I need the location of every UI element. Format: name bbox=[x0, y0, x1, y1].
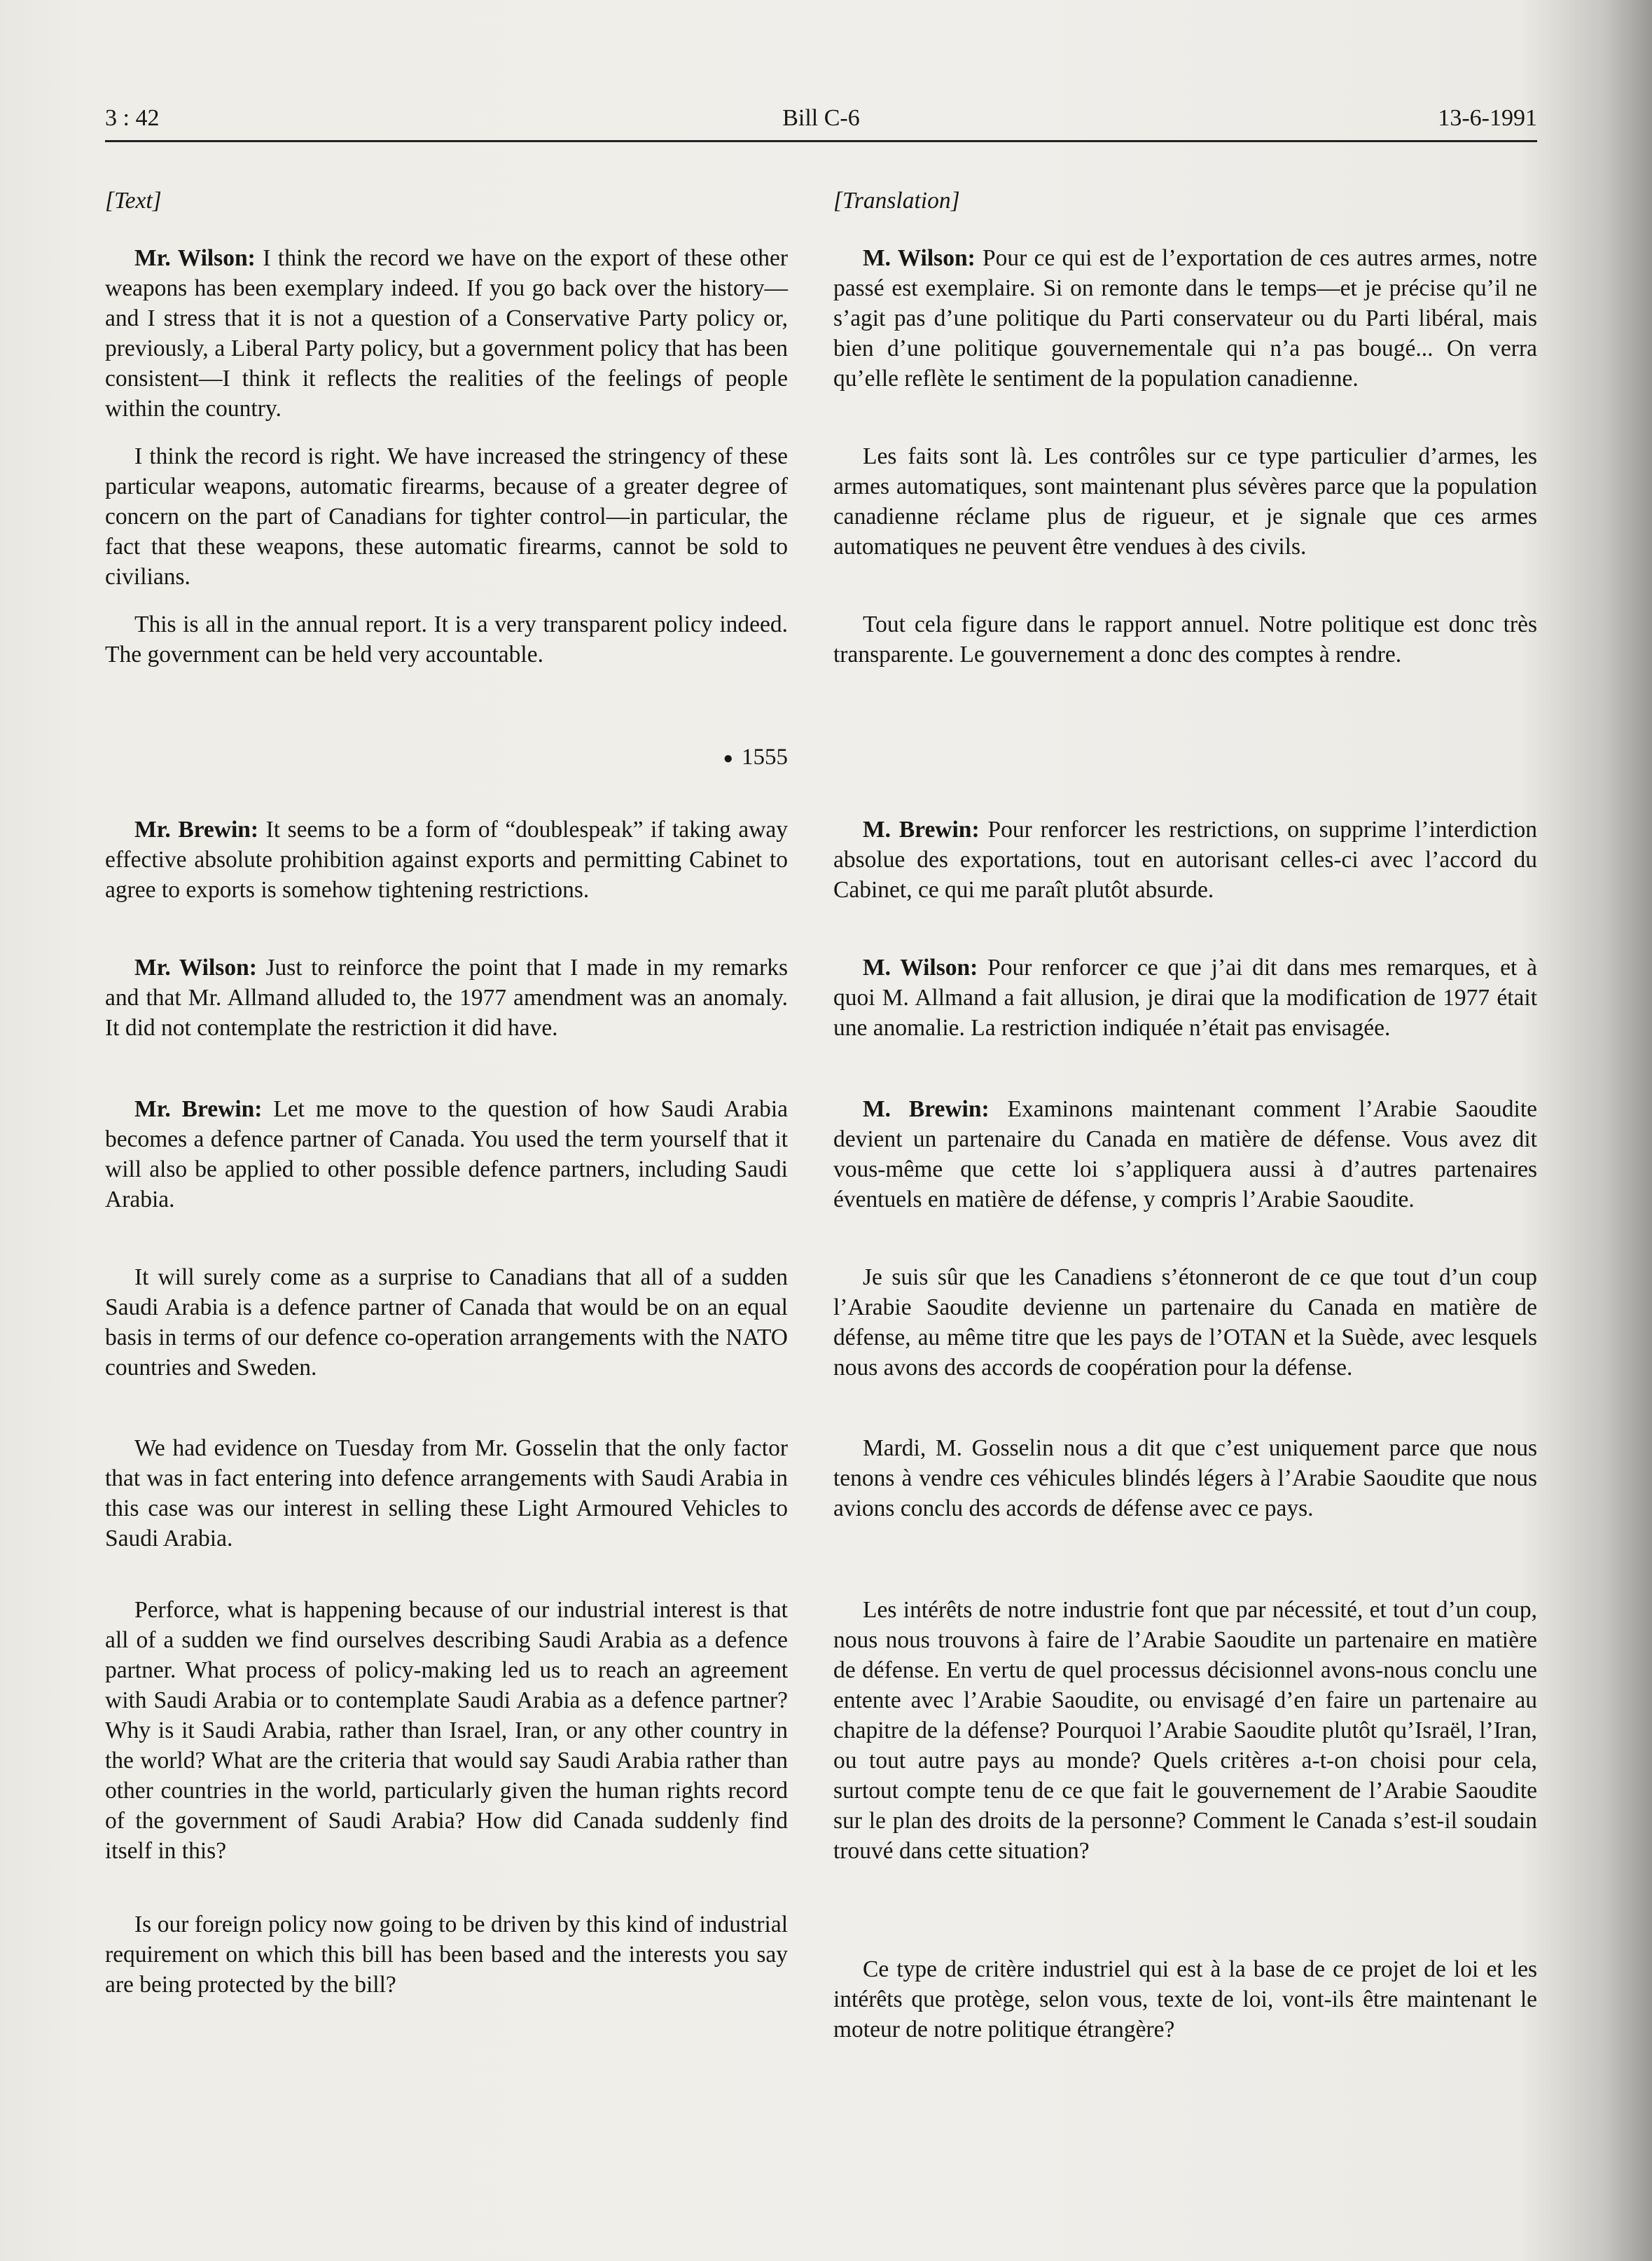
paragraph bbox=[105, 1595, 788, 1866]
paragraph bbox=[833, 1954, 1537, 2045]
paragraph-text: Examinons maintenant comment l’Arabie Saoudite devient un partenaire du Canada en matière de défense. Vous avez dit vous-même que cette loi s’appliquera aussi à d’autres partenaires éventuels en matière de défense, y compris l’Arabie Saoudite. bbox=[833, 1096, 1537, 1212]
paragraph bbox=[833, 1094, 1537, 1215]
paragraph bbox=[105, 815, 788, 905]
paragraph bbox=[833, 243, 1537, 394]
paragraph bbox=[833, 1595, 1537, 1866]
french-column bbox=[833, 186, 1538, 2042]
speaker-name: M. Brewin: bbox=[863, 1096, 990, 1122]
paragraph bbox=[105, 441, 788, 592]
speaker-name: M. Brewin: bbox=[863, 817, 980, 843]
page-header bbox=[105, 105, 1537, 144]
paragraph-text: Mardi, M. Gosselin nous a dit que c’est uniquement parce que nous tenons à vendre ces véhicules blindés légers à l’Arabie Saoudite que nous avions conclu des accords de défense avec ce pays. bbox=[833, 1435, 1537, 1521]
paragraph-text: This is all in the annual report. It is a very transparent policy indeed. The government can be held very accountable. bbox=[105, 611, 788, 668]
paragraph-text: Les intérêts de notre industrie font que par nécessité, et tout d’un coup, nous nous trouvons à faire de l’Arabie Saoudite un partenaire en matière de défense. En vertu de quel processus décisionnel avons-nous conclu une entente avec l’Arabie Saoudite, ou envisagé d’en faire un partenaire au chapitre de la défense? Pourquoi l’Arabie Saoudite plutôt qu’Israël, l’Iran, ou tout autre pays au monde? Quels critères a-t-on choisi pour cela, surtout compte tenu de ce que fait le gouvernement de l’Arabie Saoudite sur le plan des droits de la personne? Comment le Canada s’est-il soudain trouvé dans cette situation? bbox=[833, 1597, 1537, 1864]
speaker-name: M. Wilson: bbox=[863, 955, 978, 981]
paragraph-text: I think the record we have on the export of these other weapons has been exemplary indeed. If you go back over the history—and I stress that it is not a question of a Conservative Party policy or, previously, a Liberal Party policy, but a government policy that has been consistent—I think it reflects the realities of the feelings of people within the country. bbox=[105, 245, 789, 422]
time-marker: ● 1555 bbox=[723, 745, 788, 770]
speaker-name: M. Wilson: bbox=[863, 245, 976, 271]
paragraph-text: Je suis sûr que les Canadiens s’étonneront de ce que tout d’un coup l’Arabie Saoudite devienne un partenaire du Canada en matière de défense, au même titre que les pays de l’OTAN et la Suède, avec lesquels nous avons des accords de coopération pour la défense. bbox=[833, 1264, 1537, 1381]
paragraph bbox=[105, 1262, 788, 1383]
paragraph-text: Ce type de critère industriel qui est à la base de ce projet de loi et les intérêts que protège, selon vous, texte de loi, vont-ils être maintenant le moteur de notre politique étrangère? bbox=[833, 1956, 1537, 2042]
paragraph-text: Tout cela figure dans le rapport annuel. Notre politique est donc très transparente. Le gouvernement a donc des comptes à rendre. bbox=[833, 611, 1537, 668]
paragraph bbox=[105, 1909, 788, 2000]
paragraph-text: Les faits sont là. Les contrôles sur ce type particulier d’armes, les armes automatiques, sont maintenant plus sévères parce que la population canadienne réclame plus de rigueur, et je signale que ces armes automatiques ne peuvent être vendues à des civils. bbox=[833, 443, 1537, 560]
paragraph-text: Just to reinforce the point that I made in my remarks and that Mr. Allmand alluded to, the 1977 amendment was an anomaly. It did not contemplate the restriction it did have. bbox=[105, 955, 789, 1041]
speaker-name: Mr. Brewin: bbox=[134, 817, 259, 843]
paragraph bbox=[833, 609, 1537, 670]
page-number: 3 : 42 bbox=[105, 105, 160, 131]
speaker-name: Mr. Brewin: bbox=[134, 1096, 263, 1122]
header-date: 13-6-1991 bbox=[1438, 105, 1537, 131]
paragraph bbox=[105, 1433, 788, 1554]
speaker-name: Mr. Wilson: bbox=[134, 955, 257, 981]
paragraph bbox=[105, 243, 788, 424]
paragraph-text: Pour renforcer ce que j’ai dit dans mes remarques, et à quoi M. Allmand a fait allusion, je dirai que la modification de 1977 était une anomalie. La restriction indiquée n’était pas envisagée. bbox=[833, 955, 1537, 1041]
section-label: [Translation] bbox=[833, 188, 960, 214]
paragraph-text: Is our foreign policy now going to be driven by this kind of industrial requirement on which this bill has been based and the interests you say are being protected by the bill? bbox=[105, 1911, 788, 1998]
paragraph bbox=[833, 1262, 1537, 1383]
bill-title: Bill C-6 bbox=[782, 105, 860, 131]
section-label: [Text] bbox=[105, 188, 162, 214]
paragraph-text: It will surely come as a surprise to Canadians that all of a sudden Saudi Arabia is a defence partner of Canada that would be on an equal basis in terms of our defence co-operation arrangements with the NATO countries and Sweden. bbox=[105, 1264, 788, 1381]
paragraph-text: I think the record is right. We have increased the stringency of these particular weapons, automatic firearms, because of a greater degree of concern on the part of Canadians for tighter control—in particular, the fact that these weapons, these automatic firearms, cannot be sold to civilians. bbox=[105, 443, 788, 590]
paragraph-text: Pour renforcer les restrictions, on supprime l’interdiction absolue des exportations, tout en autorisant celles-ci avec l’accord du Cabinet, ce qui me paraît plutôt absurde. bbox=[833, 817, 1538, 903]
english-column bbox=[105, 186, 789, 1998]
paragraph-text: Perforce, what is happening because of our industrial interest is that all of a sudden we find ourselves describing Saudi Arabia as a defence partner. What process of policy-making led us to reach an agreement with Saudi Arabia or to contemplate Saudi Arabia as a defence partner? Why is it Saudi Arabia, rather than Israel, Iran, or any other country in the world? What are the criteria that would say Saudi Arabia rather than other countries in the world, particularly given the human rights record of the government of Saudi Arabia? How did Canada suddenly find itself in this? bbox=[105, 1597, 788, 1864]
paragraph bbox=[833, 815, 1537, 905]
paragraph bbox=[833, 441, 1537, 562]
paragraph bbox=[105, 953, 788, 1043]
bullet-icon: ● bbox=[723, 749, 733, 768]
paragraph bbox=[105, 1094, 788, 1215]
paragraph-text: It seems to be a form of “doublespeak” if taking away effective absolute prohibition against exports and permitting Cabinet to agree to exports is somehow tightening restrictions. bbox=[105, 817, 788, 903]
paragraph-text: We had evidence on Tuesday from Mr. Gosselin that the only factor that was in fact entering into defence arrangements with Saudi Arabia in this case was our interest in selling these Light Armoured Vehicles to Saudi Arabia. bbox=[105, 1435, 788, 1551]
speaker-name: Mr. Wilson: bbox=[134, 245, 256, 271]
paragraph bbox=[833, 1433, 1537, 1523]
paragraph-text: Pour ce qui est de l’exportation de ces autres armes, notre passé est exemplaire. Si on remonte dans le temps—et je précise qu’il ne s’agit pas d’une politique du Parti conservateur ou du Parti libéral, mais bien d’une politique gouvernementale qui n’a pas bougé... On verra qu’elle reflète le sentiment de la population canadienne. bbox=[833, 245, 1537, 392]
paragraph-text: Let me move to the question of how Saudi Arabia becomes a defence partner of Canada. You used the term yourself that it will also be applied to other possible defence partners, including Saudi Arabia. bbox=[105, 1096, 788, 1212]
header-rule bbox=[105, 140, 1537, 142]
paragraph bbox=[105, 609, 788, 670]
paragraph bbox=[833, 953, 1537, 1043]
